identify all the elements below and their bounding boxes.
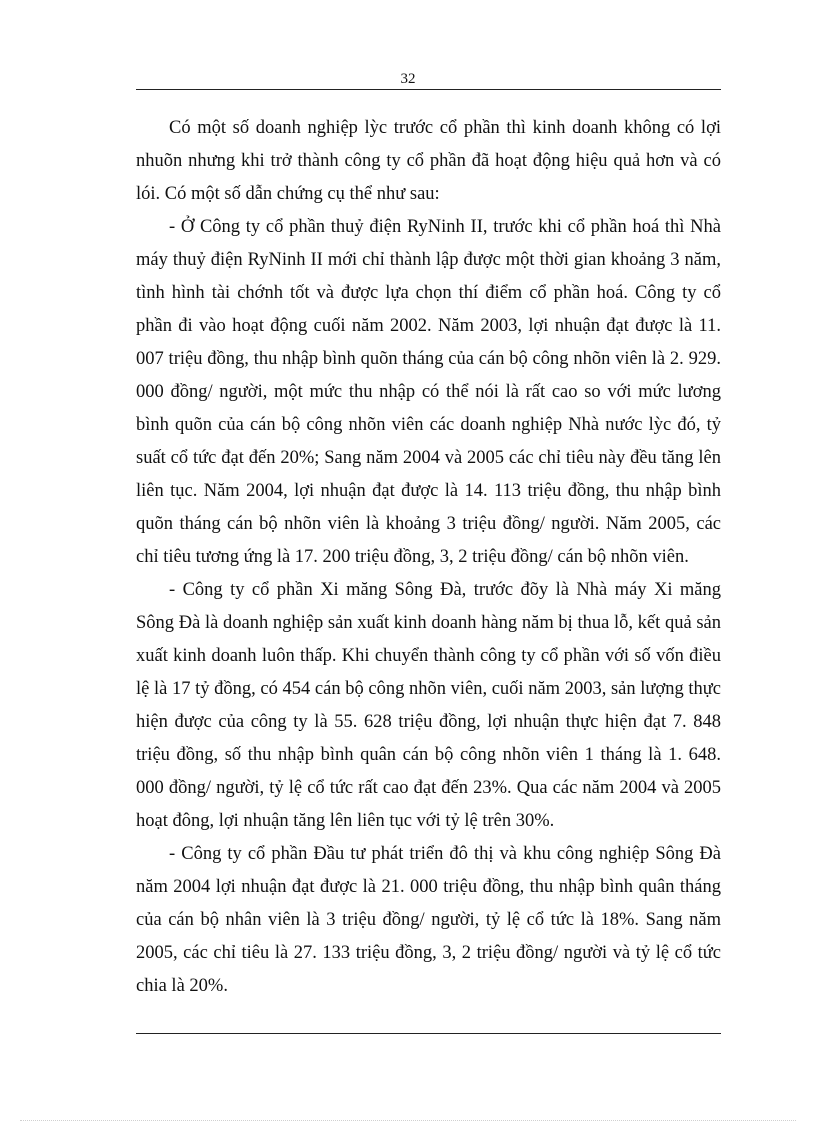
header-rule: [136, 89, 721, 90]
footer-rule: [136, 1033, 721, 1034]
paragraph-ryninh: - Ở Công ty cổ phần thuỷ điện RyNinh II, trước khi cổ phần hoá thì Nhà máy thuỷ điện RyNinh II mới chỉ thành lập được một thời gian khoảng 3 năm, tình hình tài chớnh tốt và được lựa chọn thí điểm cổ phần hoá. Công ty cổ phần đi vào hoạt động cuối năm 2002. Năm 2003, lợi nhuận đạt được là 11. 007 triệu đồng, thu nhập bình quõn tháng của cán bộ công nhõn viên là 2. 929. 000 đồng/ người, một mức thu nhập có thể nói là rất cao so với mức lương bình quõn của cán bộ công nhõn viên các doanh nghiệp Nhà nước lỳc đó, tỷ suất cổ tức đạt đến 20%; Sang năm 2004 và 2005 các chỉ tiêu này đều tăng lên liên tục. Năm 2004, lợi nhuận đạt được là 14. 113 triệu đồng, thu nhập bình quõn tháng cán bộ nhõn viên là khoảng 3 triệu đồng/ người. Năm 2005, các chỉ tiêu tương ứng là 17. 200 triệu đồng, 3, 2 triệu đồng/ cán bộ nhõn viên.: [136, 217, 721, 567]
page-number: 32: [400, 71, 416, 87]
paragraph-ximang-songda: - Công ty cổ phần Xi măng Sông Đà, trước đõy là Nhà máy Xi măng Sông Đà là doanh nghiệp sản xuất kinh doanh hàng năm bị thua lỗ, kết quả sản xuất kinh doanh luôn thấp. Khi chuyển thành công ty cổ phần với số vốn điều lệ là 17 tỷ đồng, có 454 cán bộ công nhõn viên, cuối năm 2003, sản lượng thực hiện được của công ty là 55. 628 triệu đồng, lợi nhuận thực hiện đạt 7. 848 triệu đồng, số thu nhập bình quân cán bộ công nhõn viên 1 tháng là 1. 648. 000 đồng/ người, tỷ lệ cổ tức rất cao đạt đến 23%. Qua các năm 2004 và 2005 hoạt đông, lợi nhuận tăng lên liên tục với tỷ lệ trên 30%.: [136, 580, 721, 831]
body-text: [136, 112, 721, 1003]
page-edge-divider: [20, 1120, 796, 1121]
paragraph-intro: Có một số doanh nghiệp lỳc trước cổ phần thì kinh doanh không có lợi nhuõn nhưng khi trở thành công ty cổ phần đã hoạt động hiệu quả hơn và có lói. Có một số dẫn chứng cụ thể như sau:: [136, 118, 721, 204]
paragraph-dautu-songda: - Công ty cổ phần Đầu tư phát triển đô thị và khu công nghiệp Sông Đà năm 2004 lợi nhuận đạt được là 21. 000 triệu đồng, thu nhập bình quân tháng của cán bộ nhân viên là 3 triệu đồng/ người, tỷ lệ cổ tức là 18%. Sang năm 2005, các chỉ tiêu là 27. 133 triệu đồng, 3, 2 triệu đồng/ người và tỷ lệ cổ tức chia là 20%.: [136, 844, 721, 996]
